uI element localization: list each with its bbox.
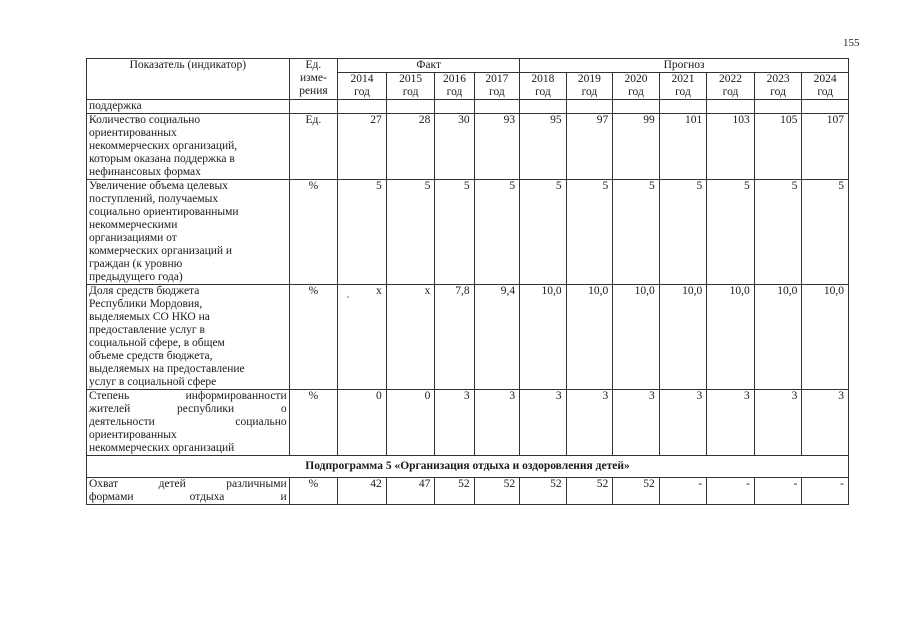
value: 5 xyxy=(509,180,516,192)
value: 107 xyxy=(826,114,844,126)
value: 52 xyxy=(550,478,562,490)
header-year xyxy=(520,73,567,100)
header-row-1 xyxy=(87,59,849,73)
indicator-cell xyxy=(87,285,290,390)
indicator-line: формами отдыха и xyxy=(89,491,287,503)
value-cell xyxy=(386,390,435,456)
value-cell xyxy=(659,390,707,456)
row-podderzhka xyxy=(87,100,849,114)
indicator-cell xyxy=(87,478,290,505)
value-cell xyxy=(707,114,755,180)
indicator-line: ориентированных xyxy=(89,127,177,139)
header-unit xyxy=(289,59,338,100)
value-cell xyxy=(802,180,849,285)
stray-mark: ` xyxy=(346,295,350,307)
value: 0 xyxy=(376,390,382,402)
year-value: 2018 xyxy=(531,73,555,85)
header-unit-line: Ед. xyxy=(305,59,322,71)
indicator-line: предоставление услуг в xyxy=(89,324,205,336)
year-suffix: год xyxy=(354,86,370,98)
value-cell xyxy=(338,478,387,505)
indicator-line: Увеличение объема целевых xyxy=(89,180,228,192)
value: 97 xyxy=(596,114,609,126)
value-cell xyxy=(566,390,613,456)
indicator-line: некоммерческими xyxy=(89,219,178,231)
value-cell xyxy=(474,390,520,456)
indicator-line: выделяемых на предоставление xyxy=(89,363,245,375)
value-cell xyxy=(659,478,707,505)
indicator-line: Степень информированности xyxy=(89,390,287,402)
value-cell xyxy=(566,285,613,390)
value: 10,0 xyxy=(777,285,798,297)
value: 3 xyxy=(838,390,844,402)
year-value: 2014 xyxy=(350,73,374,85)
year-suffix: год xyxy=(675,86,691,98)
value: 5 xyxy=(376,180,382,192)
value-cell xyxy=(435,180,474,285)
value: 95 xyxy=(550,114,562,126)
indicator-line: Охват детей различными xyxy=(89,478,287,490)
year-value: 2020 xyxy=(624,73,648,85)
value: 5 xyxy=(463,180,470,192)
value-cell xyxy=(754,180,802,285)
value: 52 xyxy=(643,478,655,490)
value: 5 xyxy=(838,180,844,192)
header-year xyxy=(659,73,707,100)
value-cell xyxy=(435,478,474,505)
indicator-line: предыдущего года) xyxy=(89,271,183,283)
value-cell xyxy=(435,390,474,456)
header-year xyxy=(613,73,660,100)
year-value: 2023 xyxy=(766,73,790,85)
unit-cell: % xyxy=(289,180,338,285)
value-cell xyxy=(613,180,660,285)
value-cell xyxy=(338,114,387,180)
page-number: 155 xyxy=(843,37,860,49)
value: 10,0 xyxy=(823,285,844,297)
indicators-table xyxy=(86,58,849,505)
unit-cell: % xyxy=(289,390,338,456)
value: 5 xyxy=(791,180,798,192)
year-suffix: год xyxy=(581,86,598,98)
value-cell xyxy=(566,114,613,180)
value: - xyxy=(698,478,703,490)
value: 10,0 xyxy=(588,285,609,297)
header-fact: Факт xyxy=(338,59,520,73)
value: 99 xyxy=(643,114,655,126)
value-cell xyxy=(386,478,435,505)
year-suffix: год xyxy=(446,86,463,98)
indicator-cell xyxy=(87,114,290,180)
year-suffix: год xyxy=(535,86,551,98)
indicator-line: объеме средств бюджета, xyxy=(89,350,213,362)
indicator-line: некоммерческих организаций xyxy=(89,442,235,454)
value: 27 xyxy=(370,114,382,126)
value: - xyxy=(793,478,798,490)
header-year xyxy=(802,73,849,100)
indicator-line: коммерческих организаций и xyxy=(89,245,233,257)
value-cell xyxy=(754,114,802,180)
value: 5 xyxy=(744,180,750,192)
value-cell xyxy=(754,285,802,390)
value-cell xyxy=(707,285,755,390)
value-cell xyxy=(754,478,802,505)
unit-cell: % xyxy=(289,285,338,390)
table-row xyxy=(87,390,849,456)
value: 5 xyxy=(602,180,609,192)
value-cell xyxy=(566,180,613,285)
value: 47 xyxy=(418,478,431,490)
header-year xyxy=(386,73,435,100)
value-cell xyxy=(802,390,849,456)
value-cell xyxy=(613,390,660,456)
value-cell xyxy=(613,114,660,180)
year-value: 2016 xyxy=(443,73,466,85)
value: 10,0 xyxy=(634,285,655,297)
value: 42 xyxy=(370,478,382,490)
value-cell xyxy=(520,180,567,285)
value-cell xyxy=(659,114,707,180)
year-suffix: год xyxy=(770,86,786,98)
value: 30 xyxy=(458,114,470,126)
indicator-line: выделяемых СО НКО на xyxy=(89,311,210,323)
value: 3 xyxy=(791,390,798,402)
value-cell xyxy=(802,114,849,180)
value: 10,0 xyxy=(729,285,750,297)
header-year xyxy=(338,73,387,100)
value: 103 xyxy=(732,114,750,126)
header-year xyxy=(754,73,802,100)
year-suffix: год xyxy=(817,86,834,98)
indicator-cell xyxy=(87,390,290,456)
value-cell xyxy=(435,285,474,390)
value: - xyxy=(840,478,844,490)
value-cell xyxy=(386,180,435,285)
value-cell xyxy=(338,390,387,456)
section-row xyxy=(87,456,849,478)
value-cell xyxy=(707,180,755,285)
indicator-line: поступлений, получаемых xyxy=(89,193,219,205)
value: 3 xyxy=(648,390,655,402)
value: 5 xyxy=(648,180,655,192)
year-suffix: год xyxy=(722,86,739,98)
value-cell xyxy=(474,180,520,285)
value-cell xyxy=(338,285,387,390)
indicator-line: социально ориентированными xyxy=(89,206,239,218)
indicator-line: социальной сфере, в общем xyxy=(89,337,225,349)
value: 5 xyxy=(424,180,431,192)
value: 3 xyxy=(463,390,470,402)
year-suffix: год xyxy=(489,86,505,98)
value: 10,0 xyxy=(541,285,562,297)
indicator-line: услуг в социальной сфере xyxy=(89,376,217,388)
value: 7,8 xyxy=(455,285,470,297)
header-forecast: Прогноз xyxy=(520,59,849,73)
value: 52 xyxy=(503,478,516,490)
value-cell xyxy=(520,478,567,505)
value: 5 xyxy=(696,180,703,192)
indicator-line: Доля средств бюджета xyxy=(89,285,200,297)
table-row xyxy=(87,285,849,390)
table-row xyxy=(87,180,849,285)
value: 5 xyxy=(555,180,562,192)
value-cell xyxy=(520,285,567,390)
indicator-line: жителей республики о xyxy=(89,403,287,415)
header-year xyxy=(474,73,520,100)
section-title: Подпрограмма 5 «Организация отдыха и оздоровления детей» xyxy=(87,456,849,478)
value-cell xyxy=(802,478,849,505)
year-value: 2024 xyxy=(813,73,837,85)
indicator-continued: поддержка xyxy=(87,100,290,114)
indicator-line: Республики Мордовия, xyxy=(89,298,203,310)
value-cell xyxy=(474,285,520,390)
value: 28 xyxy=(418,114,431,126)
value-cell xyxy=(386,285,435,390)
value-cell xyxy=(520,390,567,456)
value: 9,4 xyxy=(500,285,516,297)
value: 101 xyxy=(685,114,703,126)
value-cell xyxy=(659,180,707,285)
value-cell xyxy=(474,478,520,505)
indicator-line: некоммерческих организаций, xyxy=(89,140,238,152)
value-cell xyxy=(613,285,660,390)
value: 10,0 xyxy=(682,285,703,297)
value-cell xyxy=(435,114,474,180)
value-cell xyxy=(386,114,435,180)
value-cell xyxy=(566,478,613,505)
value: 52 xyxy=(596,478,609,490)
unit-cell: % xyxy=(289,478,338,505)
value-cell xyxy=(338,180,387,285)
year-value: 2021 xyxy=(671,73,695,85)
unit-cell: Ед. xyxy=(289,114,338,180)
table-row xyxy=(87,114,849,180)
header-indicator: Показатель (индикатор) xyxy=(87,59,290,100)
value-cell xyxy=(802,285,849,390)
header-unit-line: рения xyxy=(299,85,328,97)
value-cell xyxy=(754,390,802,456)
header-year xyxy=(707,73,755,100)
indicator-line: граждан (к уровню xyxy=(89,258,183,270)
value: 3 xyxy=(744,390,750,402)
value: х xyxy=(424,285,431,297)
year-suffix: год xyxy=(402,86,419,98)
value: - xyxy=(745,478,750,490)
value-cell xyxy=(520,114,567,180)
indicator-line: деятельности социально xyxy=(89,416,287,428)
indicator-line: нефинансовых формах xyxy=(89,166,201,178)
value-cell xyxy=(613,478,660,505)
value: 3 xyxy=(555,390,562,402)
year-value: 2015 xyxy=(399,73,423,85)
value-cell xyxy=(659,285,707,390)
indicator-line: которым оказана поддержка в xyxy=(89,153,235,165)
header-year xyxy=(435,73,474,100)
value: 0 xyxy=(424,390,431,402)
indicator-line: ориентированных xyxy=(89,429,177,441)
header-year xyxy=(566,73,613,100)
value: 105 xyxy=(780,114,798,126)
value-cell xyxy=(707,390,755,456)
value-cell xyxy=(707,478,755,505)
year-value: 2022 xyxy=(719,73,743,85)
value: 93 xyxy=(503,114,516,126)
indicator-cell xyxy=(87,180,290,285)
value: х xyxy=(376,285,382,297)
value: 3 xyxy=(509,390,516,402)
value: 3 xyxy=(602,390,609,402)
year-value: 2019 xyxy=(577,73,601,85)
header-unit-line: изме- xyxy=(300,72,327,84)
value: 52 xyxy=(458,478,470,490)
year-suffix: год xyxy=(628,86,644,98)
value: 3 xyxy=(696,390,703,402)
year-value: 2017 xyxy=(485,73,509,85)
indicator-line: Количество социально xyxy=(89,114,201,126)
table-row xyxy=(87,478,849,505)
value-cell xyxy=(474,114,520,180)
indicator-line: организациями от xyxy=(89,232,177,244)
